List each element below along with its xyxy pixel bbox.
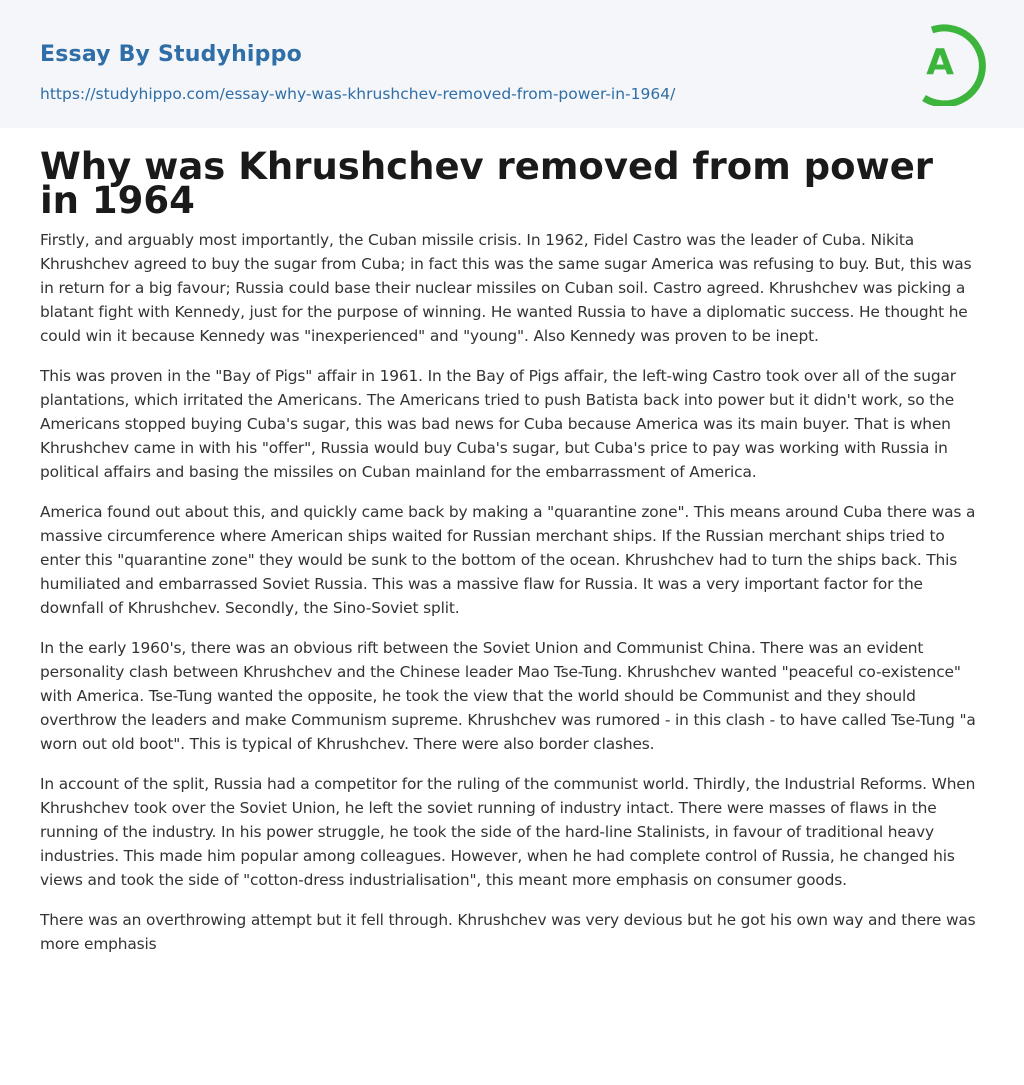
essay-body (40, 228, 984, 972)
essay-paragraph: America found out about this, and quickly came back by making a "quarantine zone". This means around Cuba there was a massive circumference where American ships waited for Russian merchant ships. If the Russian merchant ships tried to enter this "quarantine zone" they would be sunk to the bottom of the ocean. Khrushchev had to turn the ships back. This humiliated and embarrassed Soviet Russia. This was a massive flaw for Russia. It was a very important factor for the downfall of Khrushchev. Secondly, the Sino-Soviet split. (40, 503, 976, 617)
essay-paragraph: In account of the split, Russia had a competitor for the ruling of the communist world. Thirdly, the Industrial Reforms. When Khrushchev took over the Soviet Union, he left the soviet running of industry intact. There were masses of flaws in the running of the industry. In his power struggle, he took the side of the hard-line Stalinists, in favour of traditional heavy industries. This made him popular among colleagues. However, when he had complete control of Russia, he changed his views and took the side of "cotton-dress industrialisation", this meant more emphasis on consumer goods. (40, 775, 976, 889)
logo-letter: A (926, 42, 954, 83)
site-brand[interactable]: Essay By Studyhippo (40, 42, 302, 67)
page-title: Why was Khrushchev removed from power in 1964 (40, 145, 934, 222)
studyhippo-logo-icon[interactable] (910, 18, 988, 106)
essay-paragraph: In the early 1960's, there was an obvious rift between the Soviet Union and Communist China. There was an evident personality clash between Khrushchev and the Chinese leader Mao Tse-Tung. Khrushchev wanted "peaceful co-existence" with America. Tse-Tung wanted the opposite, he took the view that the world should be Communist and they should overthrow the leaders and make Communism supreme. Khrushchev was rumored - in this clash - to have called Tse-Tung "a worn out old boot". This is typical of Khrushchev. There were also border clashes. (40, 639, 976, 753)
essay-paragraph: There was an overthrowing attempt but it fell through. Khrushchev was very devious but he got his own way and there was more emphasis (40, 911, 976, 953)
essay-paragraph: Firstly, and arguably most importantly, the Cuban missile crisis. In 1962, Fidel Castro was the leader of Cuba. Nikita Khrushchev agreed to buy the sugar from Cuba; in fact this was the same sugar America was refusing to buy. But, this was in return for a big favour; Russia could base their nuclear missiles on Cuban soil. Castro agreed. Khrushchev was picking a blatant fight with Kennedy, just for the purpose of winning. He wanted Russia to have a diplomatic success. He thought he could win it because Kennedy was "inexperienced" and "young". Also Kennedy was proven to be inept. (40, 231, 972, 345)
site-header (0, 0, 1024, 128)
page-url-link[interactable]: https://studyhippo.com/essay-why-was-khrushchev-removed-from-power-in-1964/ (40, 85, 676, 103)
essay-paragraph: This was proven in the "Bay of Pigs" affair in 1961. In the Bay of Pigs affair, the left-wing Castro took over all of the sugar plantations, which irritated the Americans. The Americans tried to push Batista back into power but it didn't work, so the Americans stopped buying Cuba's sugar, this was bad news for Cuba because America was its main buyer. That is when Khrushchev came in with his "offer", Russia would buy Cuba's sugar, but Cuba's price to pay was working with Russia in political affairs and basing the missiles on Cuban mainland for the embarrassment of America. (40, 367, 956, 481)
